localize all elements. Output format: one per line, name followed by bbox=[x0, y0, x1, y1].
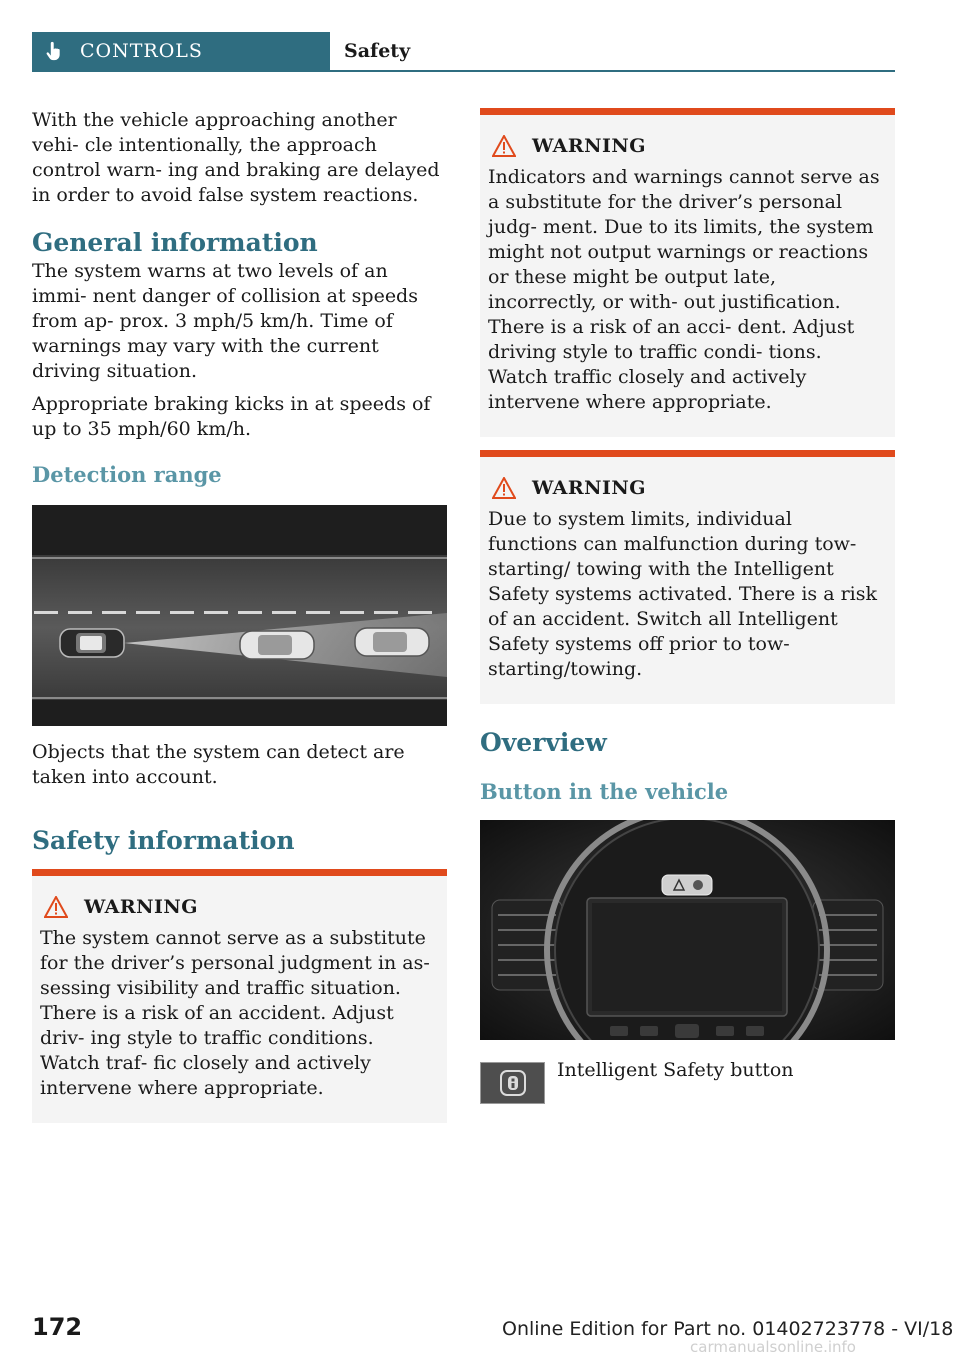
left-column bbox=[32, 108, 447, 1123]
warning-title: WARNING bbox=[532, 477, 647, 499]
intelligent-safety-button-highlight bbox=[662, 875, 712, 895]
warning-triangle-icon bbox=[492, 477, 516, 499]
detected-car-2 bbox=[355, 628, 429, 656]
detection-range-image bbox=[32, 505, 447, 726]
overview-heading: Overview bbox=[480, 728, 607, 757]
button-legend bbox=[480, 1059, 895, 1104]
hand-pointer-icon bbox=[44, 40, 66, 62]
page-number: 172 bbox=[32, 1313, 83, 1341]
dashboard-image bbox=[480, 820, 895, 1040]
warning-text: The system cannot serve as a substitute for the driver’s personal judgment in as‐ sessing visibility and traffic situation. There is a risk of an accident. Adjust driv‐ ing style to traffic conditions. Watch traf‐ fic closely and actively intervene where appropriate. bbox=[40, 927, 430, 1099]
dashboard-illustration bbox=[480, 820, 895, 1040]
general-paragraph-2: Appropriate braking kicks in at speeds of up to 35 mph/60 km/h. bbox=[32, 393, 431, 440]
intelligent-safety-button-icon bbox=[480, 1062, 545, 1104]
warning-triangle-icon bbox=[492, 135, 516, 157]
chapter-label: CONTROLS bbox=[80, 40, 203, 62]
safety-information-heading: Safety information bbox=[32, 826, 295, 855]
warning-box-2 bbox=[480, 108, 895, 437]
safety-symbol-icon bbox=[499, 1069, 527, 1097]
detected-car-1 bbox=[240, 631, 314, 659]
general-paragraph-1: The system warns at two levels of an immi‐ nent danger of collision at speeds from ap‐ prox. 3 mph/5 km/h. Time of warnings may vary with the current driving situation. bbox=[32, 260, 418, 382]
button-in-vehicle-heading: Button in the vehicle bbox=[480, 779, 729, 804]
intro-paragraph: With the vehicle approaching another vehi‐ cle intentionally, the approach control warn‐ ing and braking are delayed in order to avoid false system reactions. bbox=[32, 109, 440, 206]
intelligent-safety-button-label: Intelligent Safety button bbox=[557, 1059, 794, 1081]
detection-range-illustration bbox=[32, 505, 447, 726]
edition-text: Online Edition for Part no. 01402723778 - VI/18 bbox=[502, 1318, 954, 1340]
general-information-heading: General information bbox=[32, 228, 318, 257]
detection-caption: Objects that the system can detect are taken into account. bbox=[32, 741, 405, 788]
section-label: Safety bbox=[344, 40, 411, 62]
warning-title: WARNING bbox=[532, 135, 647, 157]
page-header bbox=[32, 32, 895, 72]
watermark-text: carmanualsonline.info bbox=[690, 1338, 856, 1356]
warning-box-1 bbox=[32, 869, 447, 1123]
right-column bbox=[480, 108, 895, 1104]
warning-box-3 bbox=[480, 450, 895, 704]
warning-text: Indicators and warnings cannot serve as a substitute for the driver’s personal judg‐ ment. Due to its limits, the system might not output warnings or reactions or these might be output late, incorrectly, or with‐ out justification. There is a risk of an acci‐ dent. Adjust driving style to traffic condi‐ tions. Watch traffic closely and actively intervene where appropriate. bbox=[488, 166, 880, 413]
detection-range-heading: Detection range bbox=[32, 462, 222, 487]
own-car bbox=[60, 629, 124, 657]
warning-text: Due to system limits, individual functions can malfunction during tow-starting/ towing with the Intelligent Safety systems activated. There is a risk of an accident. Switch all Intelligent Safety systems off prior to tow-starting/towing. bbox=[488, 508, 877, 680]
warning-triangle-icon bbox=[44, 896, 68, 918]
warning-title: WARNING bbox=[84, 896, 199, 918]
chapter-tab bbox=[32, 32, 330, 70]
